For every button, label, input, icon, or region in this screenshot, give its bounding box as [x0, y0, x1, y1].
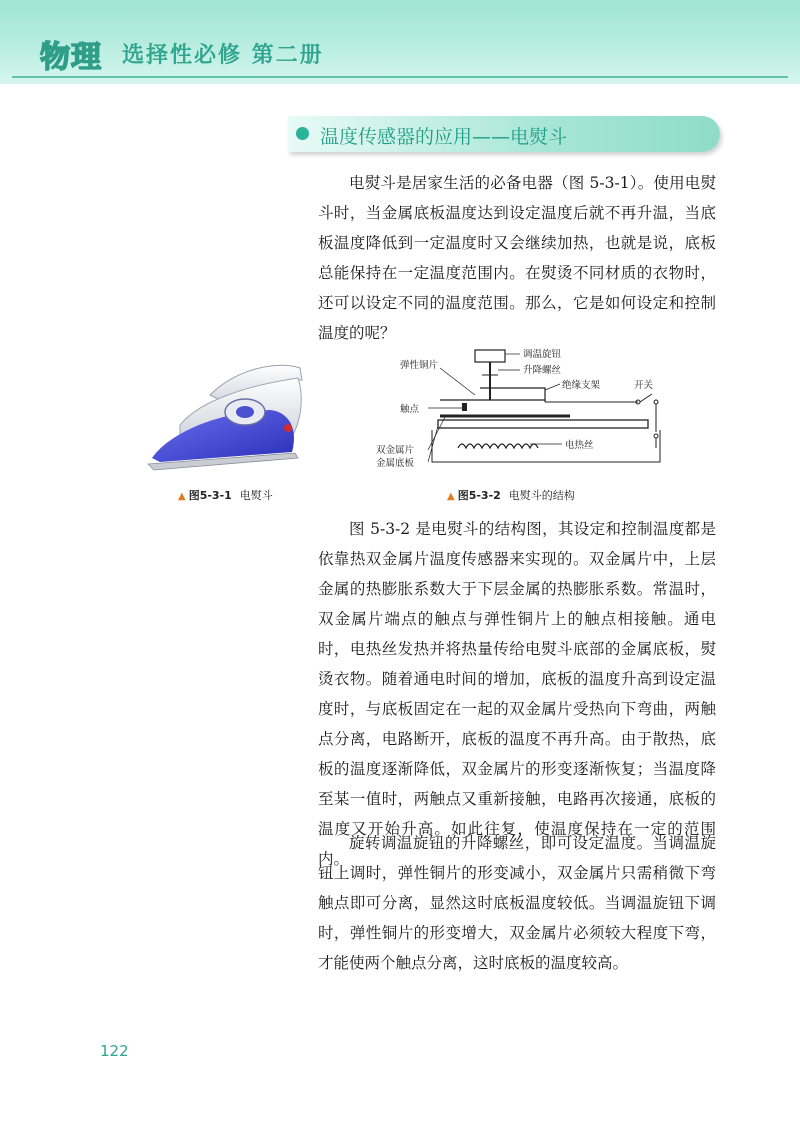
label-screw: 升降螺丝 [523, 365, 562, 376]
heater-coil-shape [458, 444, 538, 448]
label-support: 绝缘支架 [562, 380, 601, 391]
label-knob: 调温旋钮 [523, 349, 562, 360]
page-header [0, 0, 800, 84]
label-switch: 开关 [634, 380, 654, 391]
figure-caption-text: 电熨斗的结构 [508, 489, 575, 502]
page-number: 122 [100, 1042, 129, 1060]
triangle-icon: ▲ [178, 491, 186, 502]
figure-caption-iron [178, 487, 273, 503]
bullet-dot-icon [296, 127, 309, 140]
figure-number: 图5-3-1 [188, 489, 232, 502]
book-subject: 物理 [40, 40, 102, 75]
label-bimetal: 双金属片 [376, 445, 415, 456]
figure-caption-structure [447, 487, 575, 503]
label-heater: 电热丝 [565, 440, 594, 451]
paragraph-setting: 旋转调温旋钮的升降螺丝，即可设定温度。当调温旋钮上调时，弹性铜片的形变减小，双金属片只需稍微下弯触点即可分离，显然这时底板温度较低。当调温旋钮下调时，弹性铜片的形变增大，双金属片必须较大程度下弯，才能使两个触点分离，这时底板的温度较高。 [318, 834, 716, 972]
iron-structure-diagram [370, 340, 700, 480]
switch-shape [640, 394, 652, 402]
knob-shape [475, 350, 505, 362]
section-banner [288, 116, 720, 152]
contact-shape [462, 403, 467, 411]
figure-number: 图5-3-2 [457, 489, 501, 502]
iron-photo [140, 340, 340, 480]
header-rule [12, 76, 788, 78]
label-spring: 弹性铜片 [400, 360, 439, 371]
section-title: 温度传感器的应用——电熨斗 [320, 126, 568, 148]
label-base: 金属底板 [376, 458, 415, 469]
book-title: 选择性必修 第二册 [122, 43, 324, 68]
base-plate-shape [438, 420, 648, 428]
figure-caption-text: 电熨斗 [239, 489, 273, 502]
triangle-icon: ▲ [447, 491, 455, 502]
label-contact: 触点 [400, 404, 420, 415]
paragraph-intro: 电熨斗是居家生活的必备电器（图 5-3-1）。使用电熨斗时，当金属底板温度达到设定温度后就不再升温，当底板温度降低到一定温度时又会继续加热，也就是说，底板总能保持在一定温度范围内。在熨烫不同材质的衣物时，还可以设定不同的温度范围。那么，它是如何设定和控制温度的呢？ [318, 174, 716, 342]
paragraph-structure: 图 5-3-2 是电熨斗的结构图，其设定和控制温度都是依靠热双金属片温度传感器来实现的。双金属片中，上层金属的热膨胀系数大于下层金属的热膨胀系数。常温时，双金属片端点的触点与弹性铜片上的触点相接触。通电时，电热丝发热并将热量传给电熨斗底部的金属底板，熨烫衣物。随着通电时间的增加，底板的温度升高到设定温度时，与底板固定在一起的双金属片受热向下弯曲，两触点分离，电路断开，底板的温度不再升高。由于散热，底板的温度逐渐降低，双金属片的形变逐渐恢复；当温度降至某一值时，两触点又重新接触，电路再次接通，底板的温度又开始升高。如此往复，使温度保持在一定的范围内。 [318, 520, 716, 868]
